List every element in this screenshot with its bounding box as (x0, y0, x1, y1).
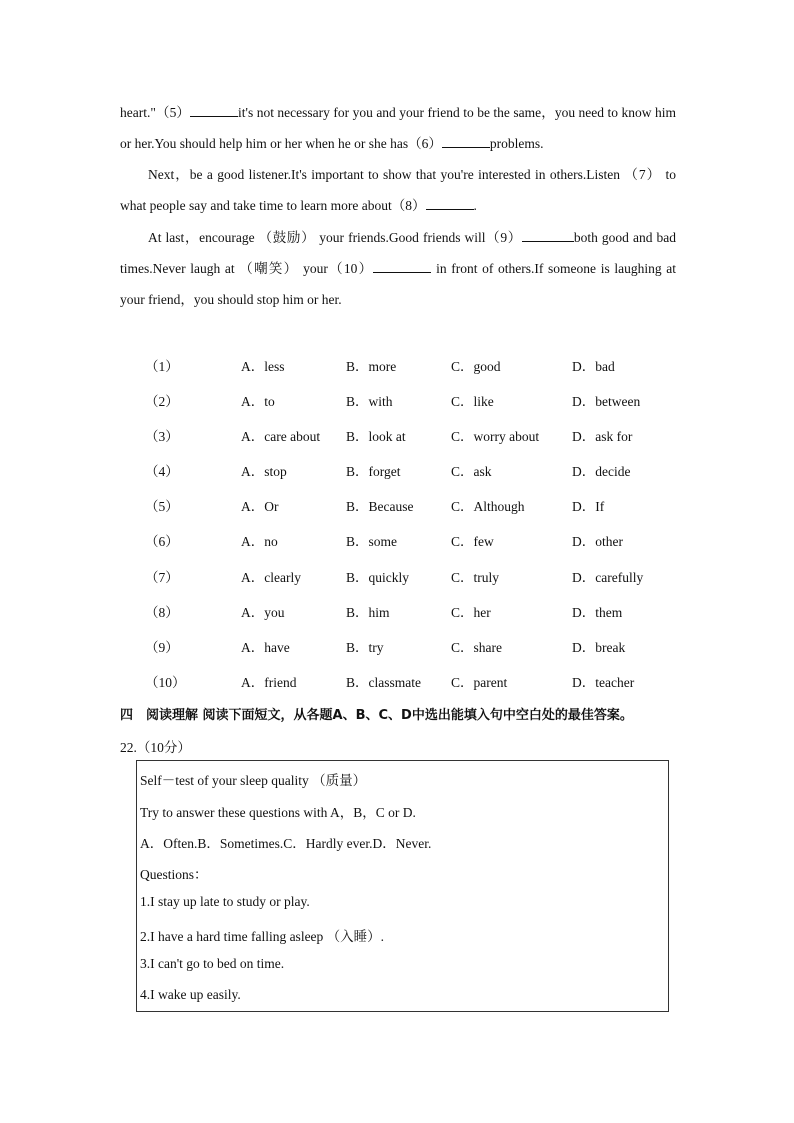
option-a: A．Or (241, 499, 279, 514)
box-line: 2.I have a hard time falling asleep （入睡）. (140, 929, 385, 944)
passage-text: both good and bad times.Never laugh at （嘲笑） your（10） (120, 230, 676, 276)
option-row (0, 601, 794, 621)
option-a: A．less (241, 359, 285, 374)
option-row (0, 671, 794, 691)
option-b: B．with (346, 394, 393, 409)
passage-text: heart."（5） (120, 105, 191, 120)
option-c: C．few (451, 534, 494, 549)
option-b: B．more (346, 359, 397, 374)
option-b: B．look at (346, 429, 406, 444)
passage-text: it's not necessary for you and your friend to be the same，you need to know (238, 105, 652, 120)
option-b: B．some (346, 534, 398, 549)
option-c: C．Although (451, 499, 525, 514)
blank-10 (373, 258, 431, 273)
option-number: （3） (145, 429, 179, 444)
option-number: （9） (145, 640, 179, 655)
reading-box (136, 760, 669, 1012)
option-number: （7） (145, 570, 179, 585)
box-line: 1.I stay up late to study or play. (140, 894, 310, 909)
passage-text: him or her.You should help him or her when he or she has（6） (120, 105, 676, 151)
option-d: D．carefully (572, 570, 644, 585)
option-c: C．good (451, 359, 501, 374)
option-number: （2） (145, 394, 179, 409)
question-number: 22.（10分） (120, 740, 191, 755)
option-a: A．you (241, 605, 285, 620)
option-a: A．clearly (241, 570, 301, 585)
box-line: 4.I wake up easily. (140, 987, 241, 1002)
passage-paragraph-2 (120, 159, 676, 221)
option-b: B．Because (346, 499, 414, 514)
option-d: D．If (572, 499, 605, 514)
passage-paragraph-1 (120, 97, 676, 159)
passage-text: . (473, 198, 477, 213)
passage-text: Next，be a good listener.It's important to show that you're interested in others.Listen （7） (148, 167, 662, 182)
option-row (0, 495, 794, 515)
option-number: （6） (145, 534, 179, 549)
option-c: C．like (451, 394, 494, 409)
option-b: B．classmate (346, 675, 421, 690)
option-row (0, 355, 794, 375)
option-b: B．forget (346, 464, 401, 479)
option-b: B．him (346, 605, 390, 620)
option-a: A．stop (241, 464, 287, 479)
passage-text: in front of others.If someone is laughing at your friend，you should stop him or her. (120, 261, 676, 307)
blank-6 (442, 133, 490, 148)
option-a: A．no (241, 534, 278, 549)
box-line: Try to answer these questions with A，B，C or D. (140, 805, 416, 820)
option-row (0, 566, 794, 586)
passage-text: At last，encourage （鼓励） your friends.Good friends will（9） (148, 230, 522, 245)
passage-text: problems. (489, 136, 544, 151)
box-line: Questions： (140, 867, 208, 882)
option-d: D．between (572, 394, 641, 409)
box-line: A．Often.B．Sometimes.C．Hardly ever.D．Never. (140, 836, 432, 851)
passage-text: to what people say and take time to learn more about（8） (120, 167, 676, 213)
option-a: A．friend (241, 675, 297, 690)
option-number: （10） (145, 675, 186, 690)
box-title: Self－test of your sleep quality （质量） (140, 773, 367, 788)
option-c: C．truly (451, 570, 500, 585)
section-heading: 四 阅读理解 阅读下面短文，从各题A、B、C、D中选出能填入句中空白处的最佳答案。 (120, 708, 633, 723)
option-d: D．decide (572, 464, 631, 479)
blank-8 (426, 195, 474, 210)
option-c: C．share (451, 640, 502, 655)
option-row (0, 636, 794, 656)
option-c: C．ask (451, 464, 492, 479)
option-number: （1） (145, 359, 179, 374)
option-d: D．ask for (572, 429, 633, 444)
option-number: （8） (145, 605, 179, 620)
box-line: 3.I can't go to bed on time. (140, 956, 285, 971)
option-a: A．care about (241, 429, 321, 444)
option-a: A．to (241, 394, 275, 409)
option-row (0, 530, 794, 550)
option-c: C．parent (451, 675, 508, 690)
option-d: D．other (572, 534, 623, 549)
option-d: D．break (572, 640, 626, 655)
option-row (0, 460, 794, 480)
option-b: B．try (346, 640, 384, 655)
option-c: C．worry about (451, 429, 540, 444)
option-a: A．have (241, 640, 290, 655)
option-row (0, 390, 794, 410)
option-b: B．quickly (346, 570, 409, 585)
option-row (0, 425, 794, 445)
option-d: D．teacher (572, 675, 635, 690)
option-c: C．her (451, 605, 491, 620)
passage-paragraph-3 (120, 222, 676, 315)
option-d: D．them (572, 605, 623, 620)
option-number: （5） (145, 499, 179, 514)
option-number: （4） (145, 464, 179, 479)
blank-9 (522, 227, 574, 242)
option-d: D．bad (572, 359, 615, 374)
blank-5 (190, 102, 238, 117)
